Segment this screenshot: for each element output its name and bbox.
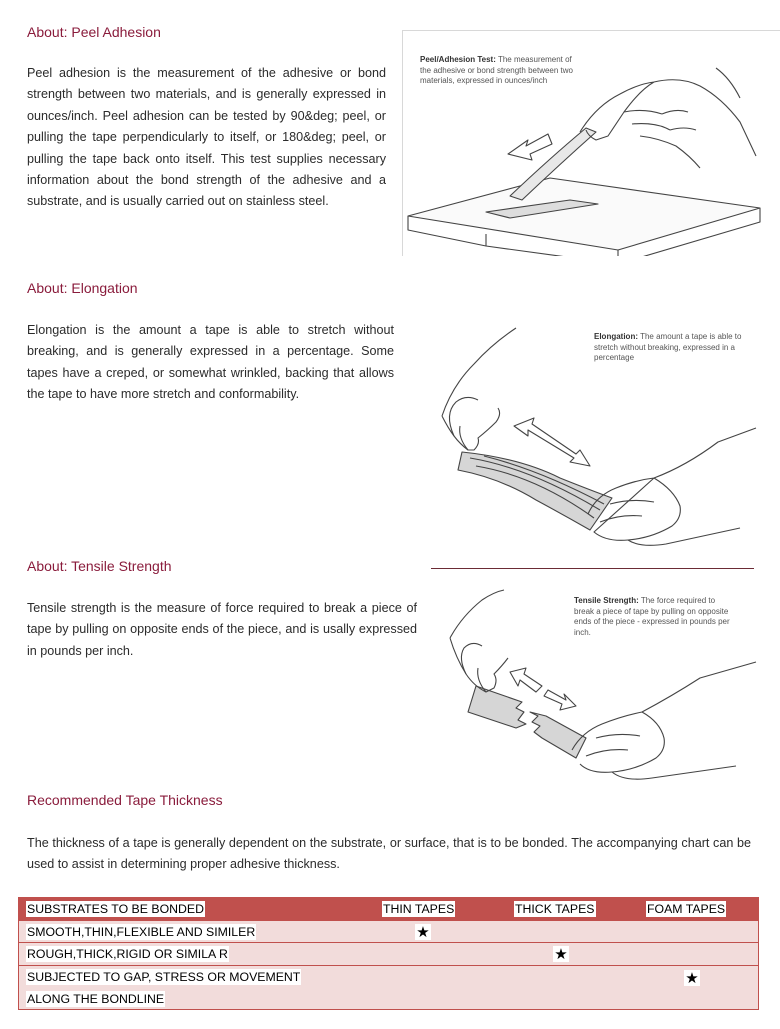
table-row [19,966,758,1011]
row-substrate-label: ROUGH,THICK,RIGID OR SIMILA R [27,947,228,961]
tensile-strength-illustration [446,588,760,788]
tape-thickness-heading: Recommended Tape Thickness [27,792,223,808]
table-row [19,943,758,965]
thick-tapes-star-icon: ★ [554,945,568,963]
elongation-figure-caption: Elongation: The amount a tape is able to stretch without breaking, expressed in a percentage [594,332,742,362]
elongation-text: Elongation is the amount a tape is able to stretch without breaking, and is generally expressed in a percentage. Some tapes have a creped, or somewhat wrinkled, backing that allows the tape to have more stretch and conformability. [27,323,394,402]
elongation-heading: About: Elongation [27,280,138,296]
tape-thickness-text: The thickness of a tape is generally dependent on the substrate, or surface, that is to be bonded. The accompanying chart can be used to assist in determining proper adhesive thickness. [27,836,751,872]
foam-tapes-star-icon: ★ [685,969,699,987]
section-divider [431,568,754,569]
row-substrate-label: SMOOTH,THIN,FLEXIBLE AND SIMILER [27,925,256,939]
row-substrate-label: SUBJECTED TO GAP, STRESS OR MOVEMENT [27,970,301,984]
header-thin-tapes: THIN TAPES [383,902,455,916]
peel-adhesion-text: Peel adhesion is the measurement of the adhesive or bond strength between two materials, and is generally expressed in ounces/inch. Peel adhesion can be tested by 90&deg; peel, or pulling the tape perpendicularly to itself, or 180&deg; peel, or pulling the tape back onto itself. This test supplies necessary information about the bond strength of the adhesive and a substrate, and is usually carried out on stainless steel. [27,66,386,209]
thin-tapes-star-icon: ★ [416,923,430,941]
peel-figure-caption: Peel/Adhesion Test: The measurement of the adhesive or bond strength between two materials, expressed in ounces/inch [420,55,573,85]
tensile-strength-text: Tensile strength is the measure of force required to break a piece of tape by pulling on opposite ends of the piece, and is usally expressed in pounds per inch. [27,601,417,658]
header-thick-tapes: THICK TAPES [515,902,595,916]
header-substrates: SUBSTRATES TO BE BONDED [27,902,204,916]
elongation-drawing [440,318,760,550]
tensile-figure-caption: Tensile Strength: The force required to break a piece of tape by pulling on opposite ends of the piece - expressed in pounds per inch. [574,596,730,637]
tape-thickness-table [18,897,759,1010]
tensile-drawing [446,588,760,788]
header-foam-tapes: FOAM TAPES [647,902,726,916]
peel-test-drawing [400,28,780,256]
row-substrate-label-line2: ALONG THE BONDLINE [27,992,165,1006]
peel-adhesion-heading: About: Peel Adhesion [27,24,161,40]
table-row [19,921,758,942]
peel-adhesion-illustration [400,28,780,256]
tensile-strength-heading: About: Tensile Strength [27,558,172,574]
table-header-row [19,898,758,920]
elongation-illustration [440,318,760,550]
